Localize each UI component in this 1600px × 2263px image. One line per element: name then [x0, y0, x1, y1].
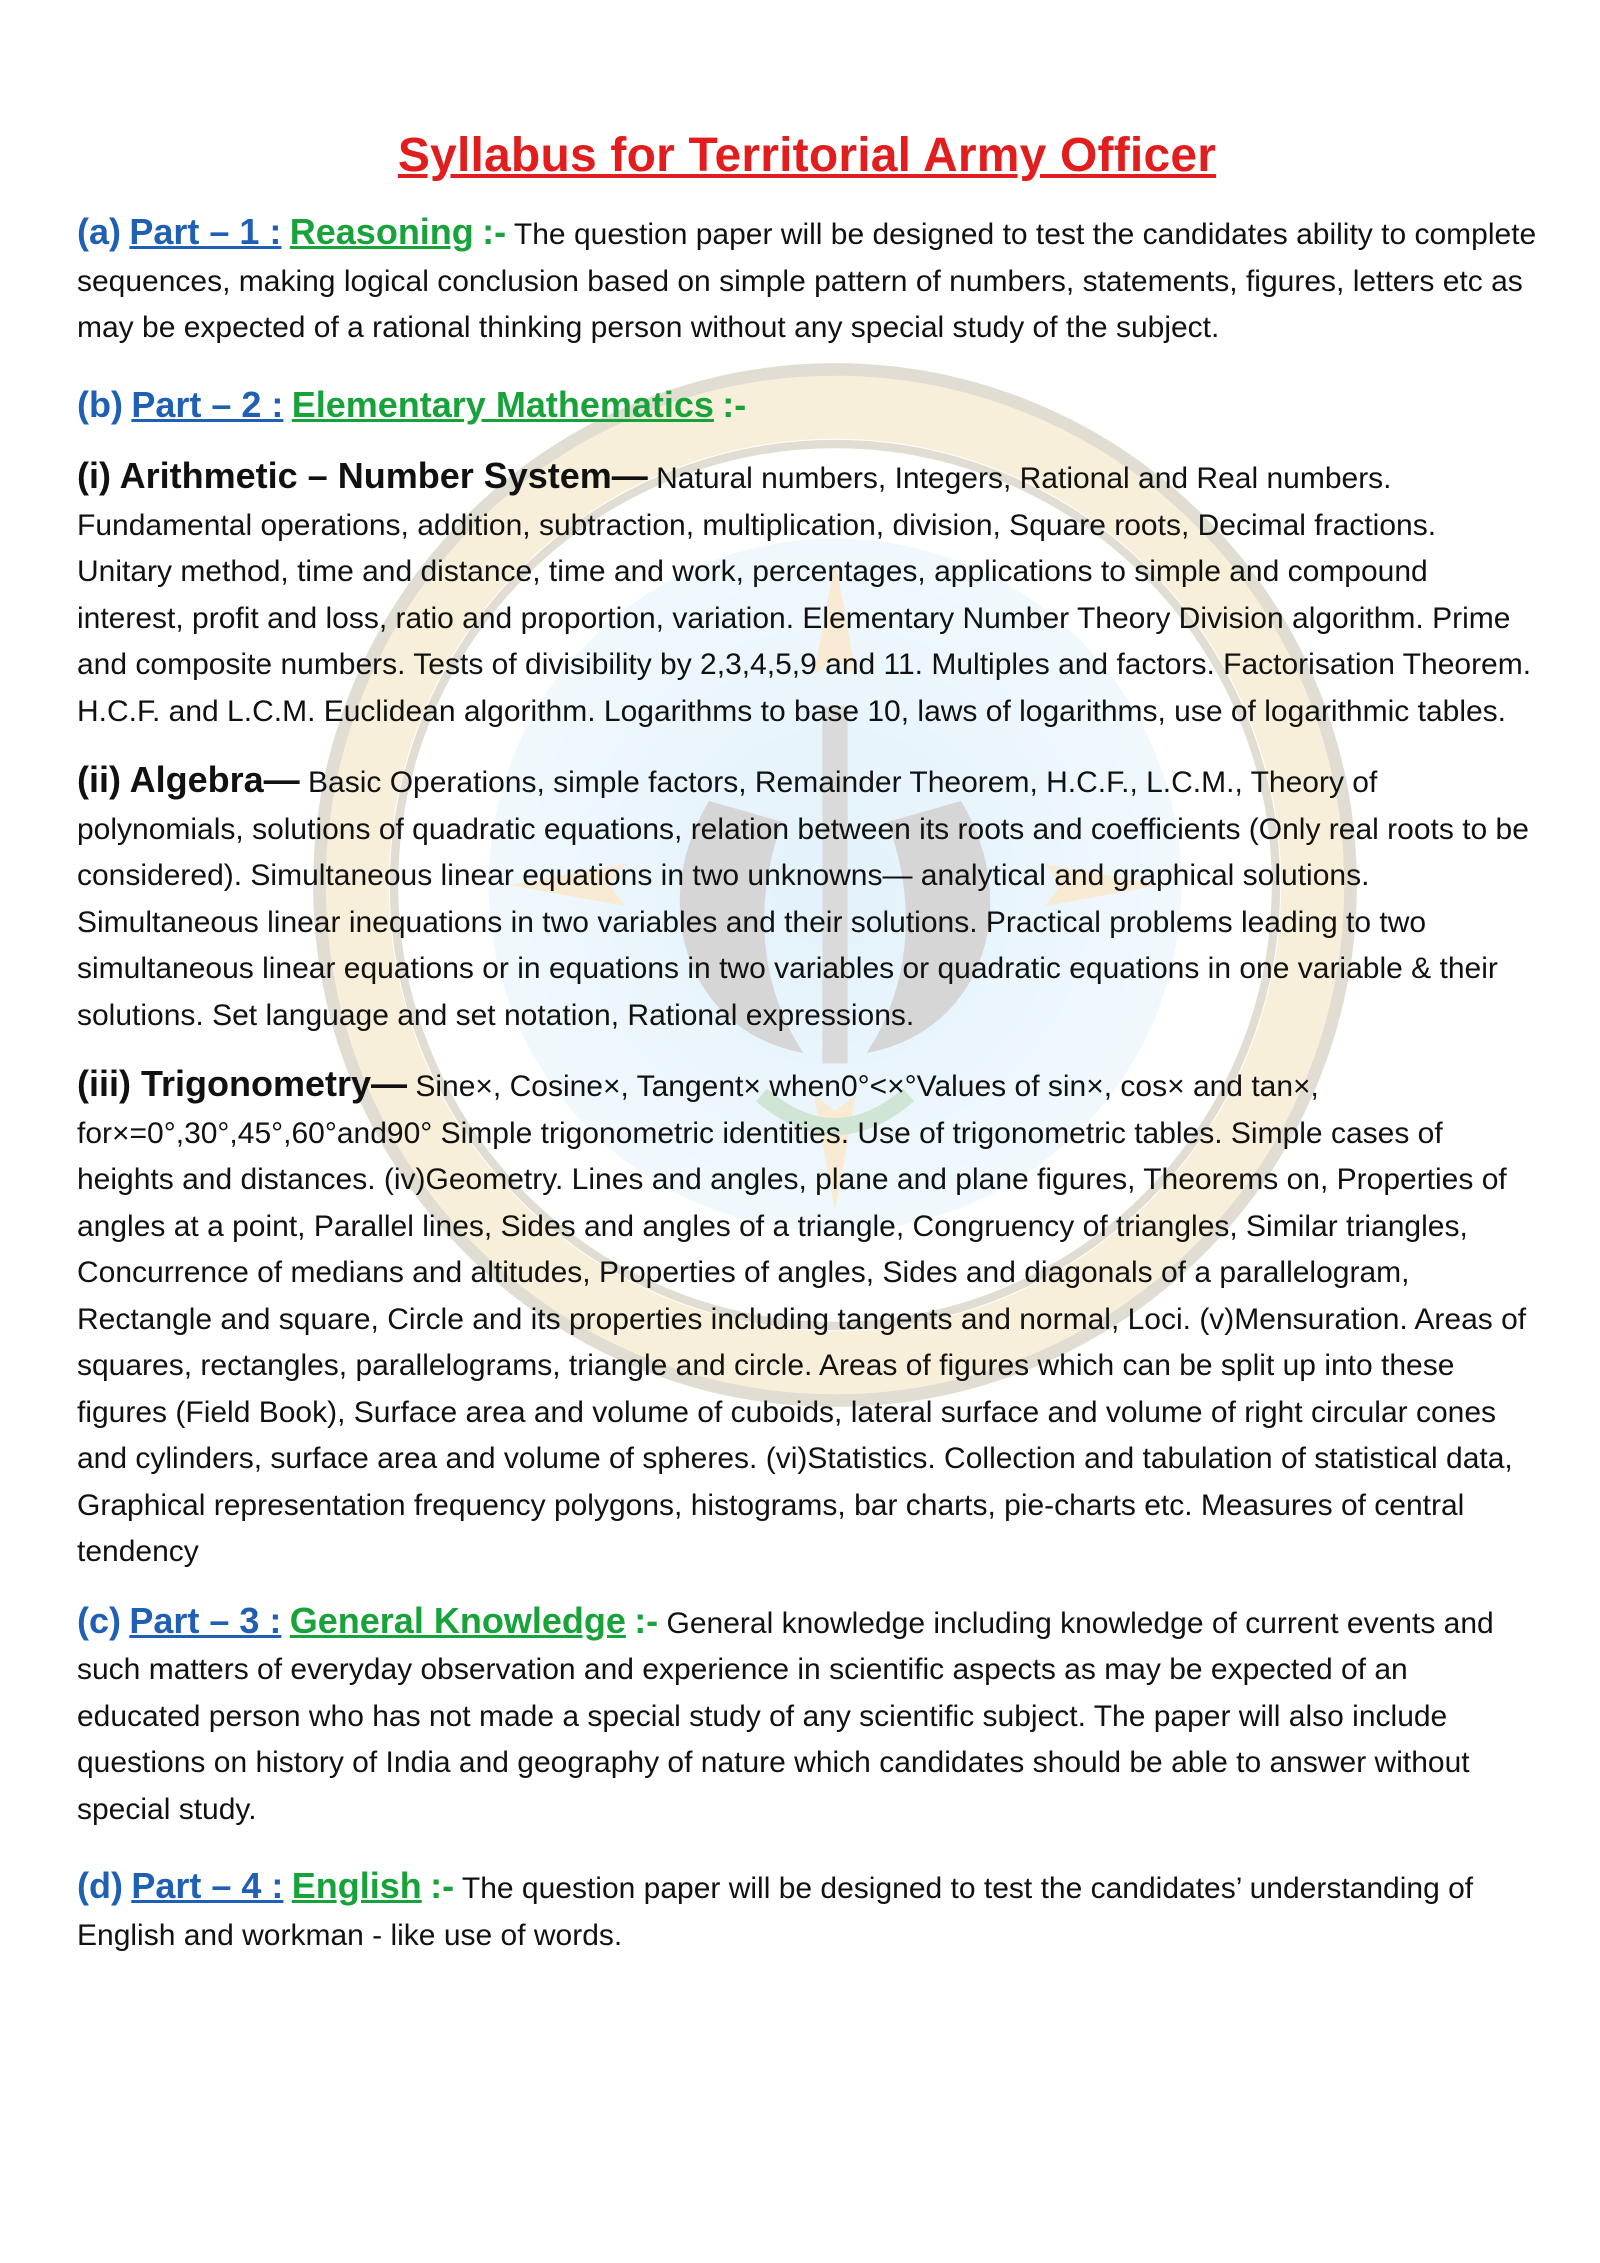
page-title: Syllabus for Territorial Army Officer [397, 129, 1217, 182]
section-a-part: Part – 1 : [129, 211, 282, 252]
section-b-part: Part – 2 : [131, 383, 284, 425]
section-d-part: Part – 4 : [131, 1865, 284, 1906]
section-c-topic: General Knowledge [289, 1599, 626, 1641]
section-b-sep: :- [722, 383, 747, 425]
algebra-text: Basic Operations, simple factors, Remainder Theorem, H.C.F., L.C.M., Theory of polynomials, solutions of quadratic equations, relation between its roots and coefficients (Only real roots to be considered). Simultaneous linear equations in two unknowns— analytical and graphical solutions. Simultaneous linear inequations in two variables and their solutions. Practical problems leading to two simultaneous linear equations or in equations in two variables or quadratic equations in one variable & their solutions. Set language and set notation, Rational expressions. [77, 766, 1529, 1032]
section-b-label: (b) [77, 383, 123, 425]
section-d-topic: English [291, 1865, 422, 1906]
section-a-topic: Reasoning [289, 211, 474, 252]
section-c-sep: :- [634, 1599, 659, 1641]
trigonometry-heading: (iii) Trigonometry— [77, 1063, 408, 1104]
section-b-topic: Elementary Mathematics [291, 383, 714, 425]
section-d [77, 1863, 1537, 1959]
trigonometry-section [77, 1061, 1537, 1576]
section-c [77, 1598, 1537, 1834]
arithmetic-heading: (i) Arithmetic – Number System— [77, 455, 648, 496]
section-c-part: Part – 3 : [129, 1599, 282, 1641]
section-c-text: General knowledge including knowledge of current events and such matters of everyday observation and experience in scientific aspects as may be expected of an educated person who has not made a special study of any scientific subject. The paper will also include questions on history of India and geography of nature which candidates should be able to answer without special study. [77, 1606, 1494, 1826]
section-d-label: (d) [77, 1865, 123, 1906]
section-d-text: The question paper will be designed to test the candidates’ understanding of English and workman - like use of words. [77, 1872, 1474, 1952]
section-a-label: (a) [77, 211, 121, 252]
section-a-sep: :- [482, 211, 507, 252]
trigonometry-text-intro: Sine×, Cosine×, Tangent× when0°<×°Values of sin×, cos× and tan×, [415, 1070, 1319, 1103]
section-c-label: (c) [77, 1599, 121, 1641]
arithmetic-section [77, 453, 1537, 735]
document-page [77, 128, 1537, 1959]
section-b [77, 382, 1537, 432]
algebra-heading: (ii) Algebra— [77, 759, 300, 800]
arithmetic-text: Natural numbers, Integers, Rational and Real numbers. Fundamental operations, addition, subtraction, multiplication, division, Square roots, Decimal fractions. Unitary method, time and distance, time and work, percentages, applications to simple and compound interest, profit and loss, ratio and proportion, variation. Elementary Number Theory Division algorithm. Prime and composite numbers. Tests of divisibility by 2,3,4,5,9 and 11. Multiples and factors. Factorisation Theorem. H.C.F. and L.C.M. Euclidean algorithm. Logarithms to base 10, laws of logarithms, use of logarithmic tables. [77, 462, 1532, 728]
trigonometry-text: for×=0°,30°,45°,60°and90° Simple trigonometric identities. Use of trigonometric tables. Simple cases of heights and distances. (iv)Geometry. Lines and angles, plane and plane figures, Theorems on, Properties of angles at a point, Parallel lines, Sides and angles of a triangle, Congruency of triangles, Similar triangles, Concurrence of medians and altitudes, Properties of angles, Sides and diagonals of a parallelogram, Rectangle and square, Circle and its properties including tangents and normal, Loci. (v)Mensuration. Areas of squares, rectangles, parallelograms, triangle and circle. Areas of figures which can be split up into these figures (Field Book), Surface area and volume of cuboids, lateral surface and volume of right circular cones and cylinders, surface area and volume of spheres. (vi)Statistics. Collection and tabulation of statistical data, Graphical representation frequency polygons, histograms, bar charts, pie-charts etc. Measures of central tendency [77, 1116, 1527, 1568]
section-a [77, 209, 1537, 352]
section-d-sep: :- [430, 1865, 455, 1906]
algebra-section [77, 757, 1537, 1039]
section-a-text: The question paper will be designed to test the candidates ability to complete sequences, making logical conclusion based on simple pattern of numbers, statements, figures, letters etc as may be expected of a rational thinking person without any special study of the subject. [77, 218, 1537, 344]
